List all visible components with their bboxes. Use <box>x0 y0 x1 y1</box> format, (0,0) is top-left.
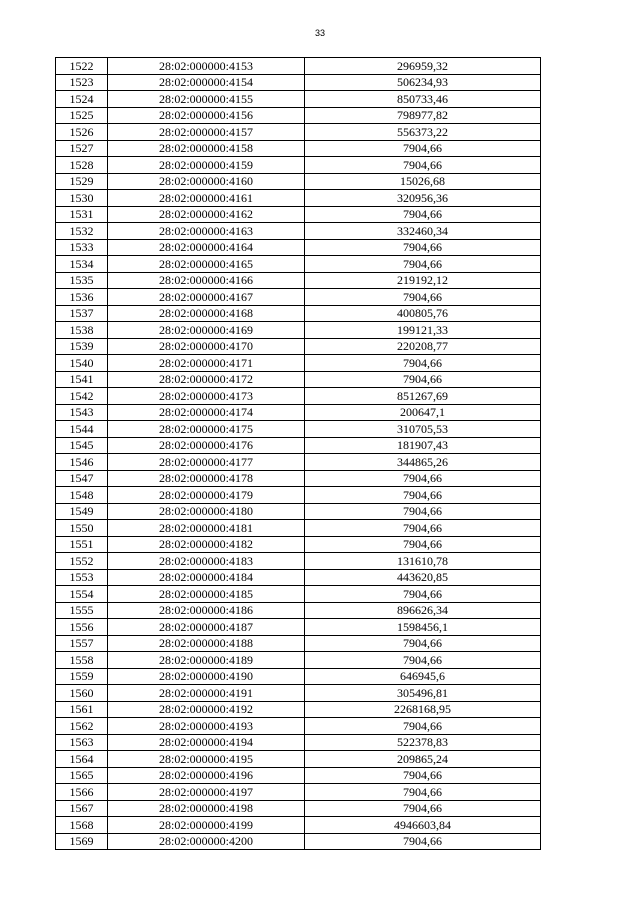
row-number-cell: 1539 <box>56 338 108 355</box>
value-cell: 646945,6 <box>305 668 541 685</box>
row-number-cell: 1550 <box>56 520 108 537</box>
cadastral-number-cell: 28:02:000000:4158 <box>108 140 305 157</box>
row-number-cell: 1532 <box>56 223 108 240</box>
value-cell: 296959,32 <box>305 58 541 75</box>
cadastral-number-cell: 28:02:000000:4163 <box>108 223 305 240</box>
table-row <box>56 91 541 108</box>
cadastral-number-cell: 28:02:000000:4157 <box>108 124 305 141</box>
row-number-cell: 1561 <box>56 701 108 718</box>
row-number-cell: 1552 <box>56 553 108 570</box>
table-row <box>56 602 541 619</box>
cadastral-number-cell: 28:02:000000:4168 <box>108 305 305 322</box>
table-row <box>56 223 541 240</box>
table-row <box>56 305 541 322</box>
table-row <box>56 569 541 586</box>
value-cell: 310705,53 <box>305 421 541 438</box>
table-row <box>56 371 541 388</box>
value-cell: 320956,36 <box>305 190 541 207</box>
value-cell: 15026,68 <box>305 173 541 190</box>
row-number-cell: 1544 <box>56 421 108 438</box>
row-number-cell: 1537 <box>56 305 108 322</box>
value-cell: 181907,43 <box>305 437 541 454</box>
row-number-cell: 1553 <box>56 569 108 586</box>
page-number: 33 <box>314 28 325 38</box>
row-number-cell: 1536 <box>56 289 108 306</box>
value-cell: 7904,66 <box>305 157 541 174</box>
row-number-cell: 1526 <box>56 124 108 141</box>
cadastral-number-cell: 28:02:000000:4198 <box>108 800 305 817</box>
cadastral-number-cell: 28:02:000000:4176 <box>108 437 305 454</box>
table-row <box>56 272 541 289</box>
value-cell: 1598456,1 <box>305 619 541 636</box>
cadastral-number-cell: 28:02:000000:4171 <box>108 355 305 372</box>
row-number-cell: 1528 <box>56 157 108 174</box>
table-row <box>56 734 541 751</box>
data-table <box>55 57 541 850</box>
value-cell: 7904,66 <box>305 767 541 784</box>
row-number-cell: 1546 <box>56 454 108 471</box>
value-cell: 798977,82 <box>305 107 541 124</box>
table-row <box>56 784 541 801</box>
value-cell: 7904,66 <box>305 256 541 273</box>
cadastral-number-cell: 28:02:000000:4184 <box>108 569 305 586</box>
row-number-cell: 1547 <box>56 470 108 487</box>
row-number-cell: 1557 <box>56 635 108 652</box>
cadastral-number-cell: 28:02:000000:4189 <box>108 652 305 669</box>
value-cell: 7904,66 <box>305 487 541 504</box>
row-number-cell: 1559 <box>56 668 108 685</box>
cadastral-number-cell: 28:02:000000:4192 <box>108 701 305 718</box>
table-row <box>56 454 541 471</box>
table-row <box>56 239 541 256</box>
table-row <box>56 190 541 207</box>
row-number-cell: 1527 <box>56 140 108 157</box>
table-row <box>56 289 541 306</box>
value-cell: 344865,26 <box>305 454 541 471</box>
row-number-cell: 1523 <box>56 74 108 91</box>
table-row <box>56 718 541 735</box>
row-number-cell: 1529 <box>56 173 108 190</box>
table-row <box>56 322 541 339</box>
cadastral-number-cell: 28:02:000000:4179 <box>108 487 305 504</box>
cadastral-number-cell: 28:02:000000:4169 <box>108 322 305 339</box>
row-number-cell: 1534 <box>56 256 108 273</box>
table-row <box>56 635 541 652</box>
table-row <box>56 487 541 504</box>
value-cell: 850733,46 <box>305 91 541 108</box>
cadastral-number-cell: 28:02:000000:4181 <box>108 520 305 537</box>
cadastral-number-cell: 28:02:000000:4156 <box>108 107 305 124</box>
cadastral-number-cell: 28:02:000000:4187 <box>108 619 305 636</box>
value-cell: 556373,22 <box>305 124 541 141</box>
row-number-cell: 1535 <box>56 272 108 289</box>
table-row <box>56 74 541 91</box>
cadastral-number-cell: 28:02:000000:4200 <box>108 833 305 850</box>
cadastral-number-cell: 28:02:000000:4166 <box>108 272 305 289</box>
cadastral-number-cell: 28:02:000000:4170 <box>108 338 305 355</box>
row-number-cell: 1562 <box>56 718 108 735</box>
value-cell: 522378,83 <box>305 734 541 751</box>
cadastral-number-cell: 28:02:000000:4199 <box>108 817 305 834</box>
value-cell: 400805,76 <box>305 305 541 322</box>
cadastral-number-cell: 28:02:000000:4174 <box>108 404 305 421</box>
cadastral-number-cell: 28:02:000000:4167 <box>108 289 305 306</box>
table-row <box>56 206 541 223</box>
value-cell: 209865,24 <box>305 751 541 768</box>
value-cell: 506234,93 <box>305 74 541 91</box>
row-number-cell: 1549 <box>56 503 108 520</box>
cadastral-number-cell: 28:02:000000:4195 <box>108 751 305 768</box>
value-cell: 7904,66 <box>305 289 541 306</box>
table-row <box>56 157 541 174</box>
row-number-cell: 1560 <box>56 685 108 702</box>
table-row <box>56 619 541 636</box>
table-row <box>56 338 541 355</box>
table-row <box>56 173 541 190</box>
row-number-cell: 1540 <box>56 355 108 372</box>
table-row <box>56 668 541 685</box>
value-cell: 7904,66 <box>305 800 541 817</box>
value-cell: 131610,78 <box>305 553 541 570</box>
row-number-cell: 1542 <box>56 388 108 405</box>
table-row <box>56 437 541 454</box>
cadastral-number-cell: 28:02:000000:4194 <box>108 734 305 751</box>
table-row <box>56 767 541 784</box>
row-number-cell: 1541 <box>56 371 108 388</box>
value-cell: 7904,66 <box>305 520 541 537</box>
table-row <box>56 520 541 537</box>
table-row <box>56 586 541 603</box>
value-cell: 4946603,84 <box>305 817 541 834</box>
cadastral-number-cell: 28:02:000000:4191 <box>108 685 305 702</box>
row-number-cell: 1558 <box>56 652 108 669</box>
table-row <box>56 685 541 702</box>
table-row <box>56 58 541 75</box>
cadastral-number-cell: 28:02:000000:4180 <box>108 503 305 520</box>
row-number-cell: 1566 <box>56 784 108 801</box>
cadastral-number-cell: 28:02:000000:4161 <box>108 190 305 207</box>
table-row <box>56 701 541 718</box>
row-number-cell: 1563 <box>56 734 108 751</box>
value-cell: 7904,66 <box>305 140 541 157</box>
cadastral-number-cell: 28:02:000000:4153 <box>108 58 305 75</box>
cadastral-number-cell: 28:02:000000:4185 <box>108 586 305 603</box>
cadastral-number-cell: 28:02:000000:4177 <box>108 454 305 471</box>
table-row <box>56 652 541 669</box>
row-number-cell: 1545 <box>56 437 108 454</box>
cadastral-number-cell: 28:02:000000:4155 <box>108 91 305 108</box>
value-cell: 7904,66 <box>305 586 541 603</box>
value-cell: 199121,33 <box>305 322 541 339</box>
table-row <box>56 107 541 124</box>
row-number-cell: 1564 <box>56 751 108 768</box>
cadastral-number-cell: 28:02:000000:4172 <box>108 371 305 388</box>
cadastral-number-cell: 28:02:000000:4183 <box>108 553 305 570</box>
value-cell: 7904,66 <box>305 652 541 669</box>
cadastral-number-cell: 28:02:000000:4154 <box>108 74 305 91</box>
row-number-cell: 1565 <box>56 767 108 784</box>
cadastral-number-cell: 28:02:000000:4162 <box>108 206 305 223</box>
cadastral-number-cell: 28:02:000000:4159 <box>108 157 305 174</box>
cadastral-number-cell: 28:02:000000:4196 <box>108 767 305 784</box>
row-number-cell: 1568 <box>56 817 108 834</box>
table-row <box>56 470 541 487</box>
row-number-cell: 1543 <box>56 404 108 421</box>
table-row <box>56 140 541 157</box>
row-number-cell: 1554 <box>56 586 108 603</box>
cadastral-number-cell: 28:02:000000:4186 <box>108 602 305 619</box>
table-row <box>56 503 541 520</box>
row-number-cell: 1555 <box>56 602 108 619</box>
value-cell: 7904,66 <box>305 833 541 850</box>
table-row <box>56 355 541 372</box>
row-number-cell: 1551 <box>56 536 108 553</box>
row-number-cell: 1538 <box>56 322 108 339</box>
row-number-cell: 1524 <box>56 91 108 108</box>
row-number-cell: 1522 <box>56 58 108 75</box>
value-cell: 7904,66 <box>305 239 541 256</box>
cadastral-number-cell: 28:02:000000:4164 <box>108 239 305 256</box>
cadastral-number-cell: 28:02:000000:4160 <box>108 173 305 190</box>
table-row <box>56 404 541 421</box>
value-cell: 220208,77 <box>305 338 541 355</box>
row-number-cell: 1548 <box>56 487 108 504</box>
table-row <box>56 800 541 817</box>
value-cell: 200647,1 <box>305 404 541 421</box>
table-row <box>56 388 541 405</box>
table-body <box>56 58 541 850</box>
value-cell: 332460,34 <box>305 223 541 240</box>
table-row <box>56 553 541 570</box>
value-cell: 7904,66 <box>305 635 541 652</box>
value-cell: 7904,66 <box>305 371 541 388</box>
value-cell: 7904,66 <box>305 718 541 735</box>
row-number-cell: 1556 <box>56 619 108 636</box>
cadastral-number-cell: 28:02:000000:4193 <box>108 718 305 735</box>
cadastral-number-cell: 28:02:000000:4197 <box>108 784 305 801</box>
table-row <box>56 421 541 438</box>
row-number-cell: 1567 <box>56 800 108 817</box>
value-cell: 7904,66 <box>305 355 541 372</box>
value-cell: 305496,81 <box>305 685 541 702</box>
cadastral-number-cell: 28:02:000000:4165 <box>108 256 305 273</box>
value-cell: 7904,66 <box>305 784 541 801</box>
value-cell: 219192,12 <box>305 272 541 289</box>
table-row <box>56 817 541 834</box>
table-row <box>56 751 541 768</box>
cadastral-number-cell: 28:02:000000:4190 <box>108 668 305 685</box>
cadastral-number-cell: 28:02:000000:4178 <box>108 470 305 487</box>
value-cell: 851267,69 <box>305 388 541 405</box>
row-number-cell: 1533 <box>56 239 108 256</box>
cadastral-number-cell: 28:02:000000:4175 <box>108 421 305 438</box>
row-number-cell: 1531 <box>56 206 108 223</box>
value-cell: 7904,66 <box>305 470 541 487</box>
value-cell: 7904,66 <box>305 536 541 553</box>
value-cell: 896626,34 <box>305 602 541 619</box>
cadastral-number-cell: 28:02:000000:4188 <box>108 635 305 652</box>
table-row <box>56 536 541 553</box>
cadastral-number-cell: 28:02:000000:4182 <box>108 536 305 553</box>
row-number-cell: 1525 <box>56 107 108 124</box>
table-row <box>56 256 541 273</box>
table-row <box>56 124 541 141</box>
cadastral-number-cell: 28:02:000000:4173 <box>108 388 305 405</box>
value-cell: 443620,85 <box>305 569 541 586</box>
row-number-cell: 1569 <box>56 833 108 850</box>
value-cell: 7904,66 <box>305 503 541 520</box>
row-number-cell: 1530 <box>56 190 108 207</box>
table-row <box>56 833 541 850</box>
value-cell: 2268168,95 <box>305 701 541 718</box>
value-cell: 7904,66 <box>305 206 541 223</box>
